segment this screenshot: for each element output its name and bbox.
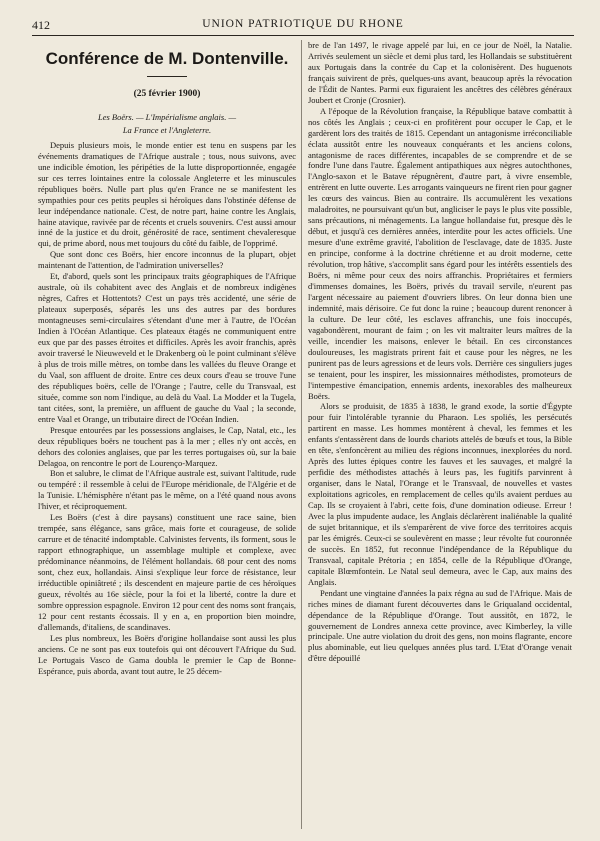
paragraph: Depuis plusieurs mois, le monde entier est tenu en suspens par les événements dramatiques de l'Afrique australe ; tous, nous suivons, avec une indicible émotion, les péripéties de la lutte disproportionnée, engagée sur ces terres lointaines entre la colossale Angleterre et les minuscules républiques boërs. Nulle part plus qu'en France ne se manifestent les sympathies pour ces petits peuples si héroïques dans l'obstinée défense de leur indépendance nationale. C'est, de notre part, haine contre les Anglais, haine atavique, ravivée par de récents et cruels souvenirs. C'est aussi amour inné de la justice et du droit, générosité de race, sentiment chevaleresque qui, de prime abord, nous met toujours du côté du faible, de l'opprimé. <box>38 139 296 249</box>
left-column <box>38 40 296 829</box>
right-column <box>308 40 572 829</box>
page-number: 412 <box>32 18 50 32</box>
article-title: Conférence de M. Dontenville. <box>45 49 289 68</box>
page-header <box>32 14 574 36</box>
subsection-heading: La France et l'Angleterre. <box>122 124 212 135</box>
title-rule <box>147 76 187 77</box>
article-date: (25 février 1900) <box>133 89 201 99</box>
column-divider <box>301 40 302 829</box>
paragraph: bre de l'an 1497, le rivage appelé par lui, en ce jour de Noël, la Natalie. Arrivés seulement un siècle et demi plus tard, les Hollandais se substituèrent aux Portugais dans la contrée du Cap et la colonisèrent. Des huguenots français suivirent de près, quelques-uns avant, beaucoup après la révocation de l'Édit de Nantes. Parmi eux figuraient les ancêtres des célèbres généraux Joubert et Cronje (Crosnier). <box>308 40 572 105</box>
paragraph: Pendant une vingtaine d'années la paix régna au sud de l'Afrique. Mais de riches mines de diamant furent découvertes dans le Griqualand occidental, dépendance de la République d'Orange. Tout aussitôt, en 1872, le gouvernement de Londres annexa cette province, avec Kimberley, la ville principale. Une autre violation du droit des gens, non moins flagrante, encore plus abominable, eut lieu quelques années plus tard. L'Etat d'Orange venait d'être dépouillé <box>308 587 572 664</box>
running-title: UNION PATRIOTIQUE DU RHONE <box>202 18 404 30</box>
header-rule <box>32 35 574 36</box>
paragraph: Et, d'abord, quels sont les principaux traits géographiques de l'Afrique australe, où ils cohabitent avec des Anglais et de nombreux indigènes nègres, Cafres et Hottentots? C'est un pays très accidenté, une série de plateaux superposés, séparés les uns des autres par des bordures montagneuses semi-circulaires s'étendant d'une mer à l'autre, de l'Océan Indien à l'Océan Atlantique. Ces plateaux étagés ne communiquent entre eux que par des passes étroites et difficiles. Après les avoir franchis, après avoir traversé le Nieuweveld et le Drakenberg où le point culminant s'élève à plus de trois mille mètres, on tombe dans les vallées du fleuve Orange et du Vaal, son affluent de droite. Entre ces deux cours d'eau se trouve l'une des républiques boërs, celle de l'Orange ; l'autre, celle du Transvaal, est située, comme son nom l'indique, au delà du Vaal. La Modder et la Tugela, tant citées, sont, la première, un affluent de gauche du Vaal ; la seconde, entre Vaal et Orange, un tributaire direct de l'Océan Indien. <box>38 271 296 424</box>
paragraph: Les plus nombreux, les Boërs d'origine hollandaise sont aussi les plus anciens. Ce ne sont pas eux toutefois qui ont découvert l'Afrique du Sud. Le Portugais Vasco de Gama doubla le premier le Cap de Bonne-Espérance, puis aborda, avant tout autre, le 25 décem- <box>38 632 296 676</box>
paragraph: Bon et salubre, le climat de l'Afrique australe est, suivant l'altitude, rude ou tempéré : il ressemble à celui de l'Europe méridionale, de l'Algérie et de la Tunisie. L'hémisphère n'étant pas le même, on a l'été quand nous avons l'hiver, et réciproquement. <box>38 468 296 512</box>
section-heading: Les Boërs. — L'Impérialisme anglais. — <box>97 111 237 122</box>
paragraph: Alors se produisit, de 1835 à 1838, le grand exode, la sortie d'Égypte pour fuir l'intolérable tyrannie du Pharaon. Les spoliés, les persécutés partirent en masse. Les hommes montèrent à cheval, les femmes et les enfants s'entassèrent dans de lourds chariots attelés de bœufs et tous, la Bible en tête, s'enfoncèrent au milieu des régions inconnues, inexplorées du nord. Après des luttes épiques contre les fauves et les sauvages, et malgré la perfidie des méthodistes attachés à leurs pas, les fugitifs parvinrent à organiser, dans le Natal, l'Orange et le Transvaal, de nouvelles et vastes exploitations agricoles, en remplacement de celles qu'ils avaient perdues au Cap. Ils se croyaient à l'abri, cette fois, d'une domination odieuse. Erreur ! Avec la plus impudente audace, les Anglais déclarèrent inaliénable la qualité de sujet britannique, et ils s'emparèrent de vive force des territoires acquis par les émigrés. Ceux-ci se soulevèrent en masse ; leur révolte fut couronnée de succès. En 1852, fut reconnue l'indépendance de la République du Transvaal, capitale Prétoria ; en 1854, celle de la République d'Orange, capitale Blœmfontein. Le Natal seul demeura, avec le Cap, aux mains des Anglais. <box>308 401 572 587</box>
paragraph: Que sont donc ces Boërs, hier encore inconnus de la plupart, objet maintenant de l'attention, de l'admiration universelles? <box>38 249 296 271</box>
paragraph: Les Boërs (c'est à dire paysans) constituent une race saine, bien trempée, sans élégance, sans grâce, mais forte et courageuse, de solide carrure et de ténacité indomptable. Calvinistes fervents, ils forment, sous le rapport ethnographique, un assemblage multiple et complexe, avec prédominance néanmoins, de l'élément hollandais. 68 pour cent des noms sont, chez eux, hollandais. Ainsi s'explique leur force de résistance, leur irréductible opiniâtreté ; ils descendent en majeure partie de ces héroïques gueux, révoltés au 16e siècle, pour la foi et la liberté, contre la dure et sombre oppression espagnole. Environ 12 pour cent des noms sont français, 12 pour cent restants écossais. Il y en a, en proportion bien moindre, d'allemands, d'italiens, de scandinaves. <box>38 512 296 632</box>
paragraph: A l'époque de la Révolution française, la République batave combattit à nos côtés les Anglais ; ceux-ci en profitèrent pour occuper le Cap, et le gardèrent lors des traités de 1815. Cependant un antagonisme irréconciliable éclata aussitôt entre les nouveaux conquérants et les anciens colons, antagonisme de races différentes, incapables de se comprendre et de se fondre l'une dans l'autre. Également antipathiques aux nègres autochthones, l'Anglo-saxon et le Batave répugnèrent, d'autre part, à vivre ensemble, entrèrent en lutte ouverte. Les arrogants vainqueurs ne firent rien pour gagner les cœurs des vaincus. Bien au contraire. Ils accumulèrent les vexations maladroites, ne poursuivant qu'un but, angliciser le pays le plus vite possible, sans précautions, ni ménagements. La langue hollandaise fut, presque dès le début, et jusqu'à ces dernières années, interdite pour les actes officiels. Une mesure d'une extrême gravité, l'abolition de l'esclavage, date de 1835. Juste en principe, conforme à la doctrine chrétienne et au droit moderne, cette révolution, trop hâtive, s'accomplit sans égard pour les intérêts essentiels des Boërs, ni même pour ceux des noirs affranchis. Propriétaires et fermiers d'immenses domaines, les Boërs, privés du travail servile, n'eurent pas l'argent nécessaire au paiement d'ouvriers libres. On leur donna bien une indemnité, mais dérisoire. Ce fut donc la ruine ; beaucoup durent renoncer à la culture. De leur côté, les esclaves affranchis, une fois inoccupés, vagabondèrent, mourant de faim ; on les vit maltraiter leurs maîtres de la veille, incendier les maisons, enlever le bétail. En ces circonstances douloureuses, les magistrats prirent fait et cause pour les nègres, ne les punirent pas de leurs agressions et de leurs vols. Derrière ces singuliers juges se tenaient, pour les inspirer, les missionnaires méthodistes, promoteurs de l'intempestive émancipation, ennemis ardents, inexorables des malheureux Boërs. <box>308 105 572 401</box>
paragraph: Presque entourées par les possessions anglaises, le Cap, Natal, etc., les deux républiques boërs ne touchent pas à la mer ; elles n'y ont accès, en dehors des colonies anglaises, que par les terres portugaises où, sur la baie Delagoa, on rencontre le port de Lourenço-Marquez. <box>38 424 296 468</box>
